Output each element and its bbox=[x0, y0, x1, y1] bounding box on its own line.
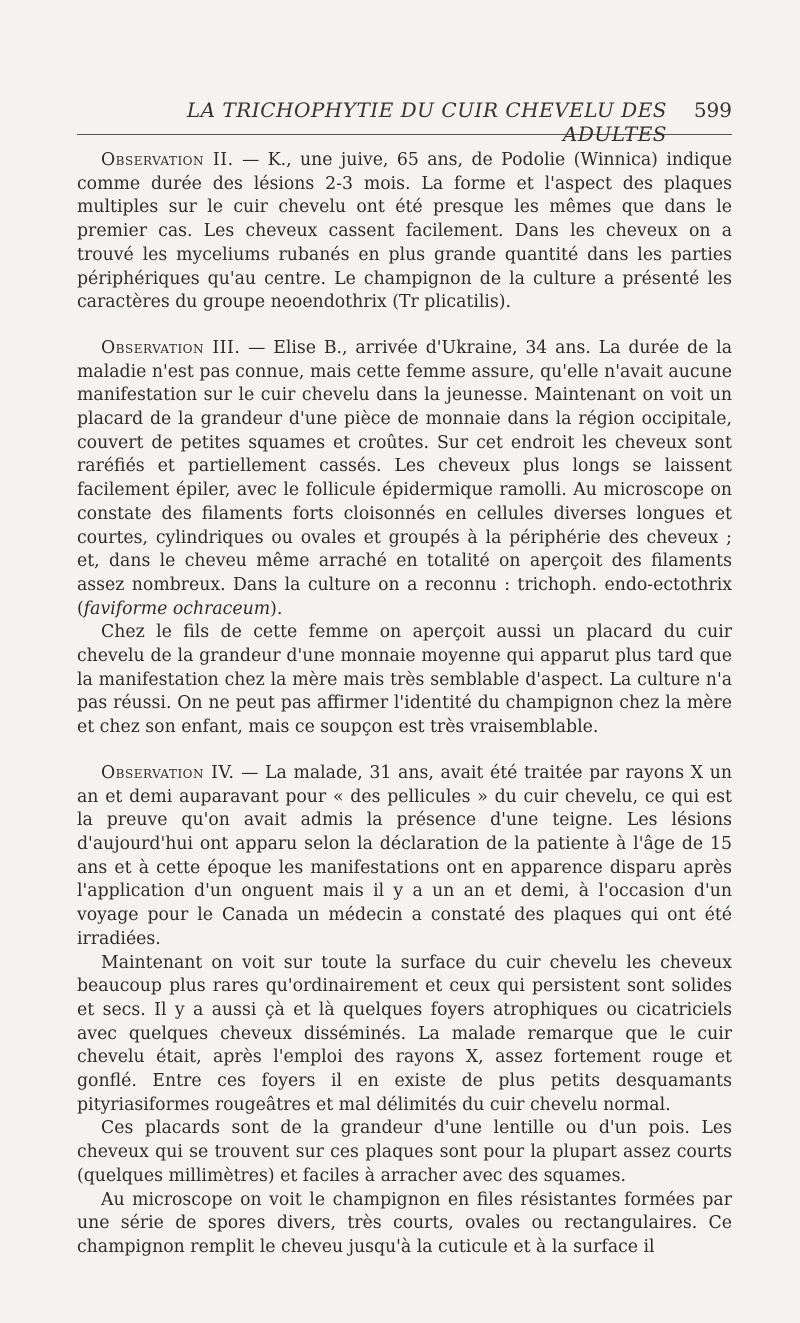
page-number: 599 bbox=[693, 98, 732, 122]
observation-3-continuation: Chez le fils de cette femme on aperçoit aussi un placard du cuir chevelu de la grandeur d'une monnaie moyenne qui apparut plus tard que la manifestation chez la mère mais très semblable d'aspect. La culture n'a pas réussi. On ne peut pas affirmer l'identité du champignon chez la mère et chez son enfant, mais ce soupçon est très vraisemblable. bbox=[77, 622, 732, 738]
italic-species-name: faviforme ochraceum bbox=[83, 598, 271, 619]
observation-label: Observation II. bbox=[101, 150, 234, 170]
observation-4-paragraph-4: Au microscope on voit le champignon en files résistantes formées par une série de spores divers, très courts, ovales ou rectangulaires. Ce champignon remplit le cheveu jusqu'à la cuticule et à la surface il bbox=[77, 1189, 732, 1257]
body-text bbox=[77, 149, 732, 1260]
observation-3-paragraph bbox=[77, 337, 732, 621]
observation-4-paragraph-3: Ces placards sont de la grandeur d'une lentille ou d'un pois. Les cheveux qui se trouvent sur ces plaques sont pour la plupart assez courts (quelques millimètres) et faciles à arracher avec des squames. bbox=[77, 1118, 732, 1186]
observation-2-paragraph bbox=[77, 149, 732, 315]
observation-4-paragraph-2: Maintenant on voit sur toute la surface du cuir chevelu les cheveux beaucoup plus rares qu'ordinairement et ceux qui persistent sont solides et secs. Il y a aussi çà et là quelques foyers atrophiques ou cicatriciels avec quelques cheveux disséminés. La malade remarque que le cuir chevelu était, après l'emploi des rayons X, assez fortement rouge et gonflé. Entre ces foyers il en existe de plus petits desquamants pityriasiformes rougeâtres et mal délimités du cuir chevelu normal. bbox=[77, 952, 732, 1115]
observation-4-paragraph bbox=[77, 762, 732, 952]
observation-label: Observation IV. bbox=[101, 762, 235, 783]
document-page bbox=[77, 96, 732, 1260]
observation-label: Observation III. bbox=[101, 337, 241, 358]
paragraph-text: — Elise B., arrivée d'Ukraine, 34 ans. La durée de la maladie n'est pas connue, mais cette femme assure, qu'elle n'avait aucune manifestation sur le cuir chevelu dans la jeunesse. Maintenant on voit un placard de la grandeur d'une pièce de monnaie dans la région occipitale, couvert de petites squames et croûtes. Sur cet endroit les cheveux sont raréfiés et partiellement cassés. Les cheveux plus longs se laissent facilement épiler, avec le follicule épidermique ramolli. Au microscope on constate des filaments forts cloisonnés en cellules diverses longues et courtes, cylindriques ou ovales et groupés à la périphérie des cheveux ; et, dans le cheveu même arraché en totalité on aperçoit des filaments assez nombreux. Dans la culture on a reconnu : trichoph. endo-ectothrix ( bbox=[77, 337, 732, 619]
paragraph-text-tail: ). bbox=[270, 598, 283, 619]
paragraph-text: — K., une juive, 65 ans, de Podolie (Winnica) indique comme durée des lésions 2-3 mois. La forme et l'aspect des plaques multiples sur le cuir chevelu ont été presque les mêmes que dans le premier cas. Les cheveux cassent facilement. Dans les cheveux on a trouvé les myceliums rubanés en plus grande quantité dans les parties périphériques qu'au centre. Le champignon de la culture a présenté les caractères du groupe neoendothrix (Tr plicatilis). bbox=[77, 150, 732, 313]
paragraph-text: — La malade, 31 ans, avait été traitée par rayons X un an et demi auparavant pour « des pellicules » du cuir chevelu, ce qui est la preuve qu'on avait admis la présence d'une teigne. Les lésions d'aujourd'hui ont apparu selon la déclaration de la patiente à l'âge de 15 ans et à cette époque les manifestations ont en apparence disparu après l'application d'un onguent mais il y a un an et demi, à l'occasion d'un voyage pour le Canada un médecin a constaté des plaques qui ont été irradiées. bbox=[77, 762, 732, 949]
running-header bbox=[77, 96, 732, 146]
running-title: LA TRICHOPHYTIE DU CUIR CHEVELU DES ADULTES bbox=[186, 98, 667, 146]
